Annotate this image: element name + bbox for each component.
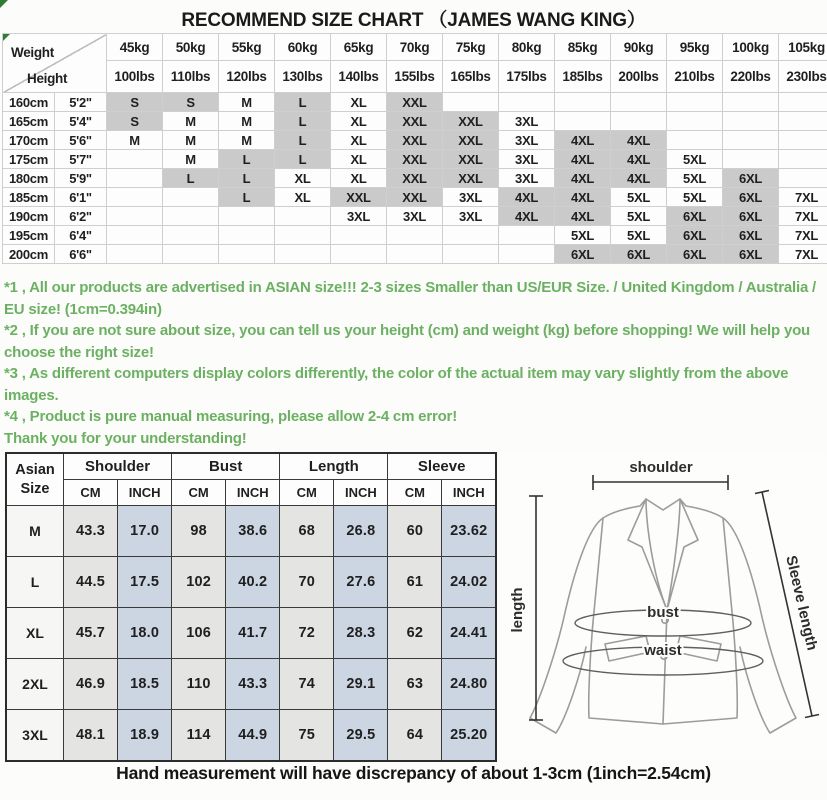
height-ft-cell: 5'6" xyxy=(55,131,107,150)
measurement-row xyxy=(6,557,496,608)
size-cell: 5XL xyxy=(667,188,723,207)
size-cell: XL xyxy=(275,188,331,207)
size-cell xyxy=(443,93,499,112)
size-cell: 3XL xyxy=(443,207,499,226)
weight-lbs-header-cell: 155lbs xyxy=(387,61,443,93)
size-table-row xyxy=(3,207,827,226)
size-cell: L xyxy=(275,93,331,112)
size-cell: S xyxy=(107,112,163,131)
measure-value-cell: 26.8 xyxy=(334,506,388,557)
height-cm-cell: 200cm xyxy=(3,245,55,264)
height-ft-cell: 6'4" xyxy=(55,226,107,245)
measure-value-cell: 60 xyxy=(388,506,442,557)
measure-value-cell: 29.5 xyxy=(334,710,388,762)
weight-lbs-header-cell: 120lbs xyxy=(219,61,275,93)
size-cell xyxy=(611,112,667,131)
size-cell: 5XL xyxy=(667,169,723,188)
measure-value-cell: 18.9 xyxy=(118,710,172,762)
weight-header xyxy=(3,34,827,93)
measure-value-cell: 25.20 xyxy=(442,710,496,762)
size-cell xyxy=(443,226,499,245)
size-cell: L xyxy=(275,150,331,169)
size-cell: 4XL xyxy=(611,169,667,188)
weight-kg-header-cell: 55kg xyxy=(219,34,275,61)
measure-subheader-cell: INCH xyxy=(118,480,172,506)
size-cell: L xyxy=(275,131,331,150)
weight-kg-header-cell: 60kg xyxy=(275,34,331,61)
size-cell: 5XL xyxy=(667,150,723,169)
measure-value-cell: 98 xyxy=(172,506,226,557)
asian-size-cell: 2XL xyxy=(6,659,64,710)
weight-kg-header-cell: 95kg xyxy=(667,34,723,61)
page-title: RECOMMEND SIZE CHART （JAMES WANG KING） xyxy=(181,10,646,31)
height-label: Height xyxy=(27,71,68,86)
height-cm-cell: 170cm xyxy=(3,131,55,150)
measure-value-cell: 62 xyxy=(388,608,442,659)
waist-label: waist xyxy=(644,642,682,659)
size-cell: 7XL xyxy=(779,188,827,207)
note-line: *1 , All our products are advertised in ASIAN size!!! 2-3 sizes Smaller than US/EUR Size. / United Kingdom / Australia / EU size! (1cm=0.394in) xyxy=(4,279,817,318)
weight-height-corner-cell xyxy=(3,34,107,93)
measure-value-cell: 17.5 xyxy=(118,557,172,608)
size-cell: 3XL xyxy=(387,207,443,226)
size-cell: XXL xyxy=(443,150,499,169)
garment-measurement-table xyxy=(5,452,497,762)
measure-value-cell: 48.1 xyxy=(64,710,118,762)
asian-size-cell: M xyxy=(6,506,64,557)
weight-lbs-header-cell: 110lbs xyxy=(163,61,219,93)
measure-value-cell: 68 xyxy=(280,506,334,557)
weight-lbs-header-cell: 165lbs xyxy=(443,61,499,93)
height-ft-cell: 5'9" xyxy=(55,169,107,188)
size-table-row xyxy=(3,188,827,207)
size-cell: 3XL xyxy=(499,131,555,150)
size-cell: 6XL xyxy=(723,245,779,264)
weight-kg-header-cell: 75kg xyxy=(443,34,499,61)
measure-value-cell: 61 xyxy=(388,557,442,608)
measure-value-cell: 44.9 xyxy=(226,710,280,762)
size-cell xyxy=(275,226,331,245)
size-cell: L xyxy=(163,169,219,188)
weight-kg-header-cell: 100kg xyxy=(723,34,779,61)
size-cell xyxy=(107,226,163,245)
size-cell: 4XL xyxy=(499,207,555,226)
height-ft-cell: 5'7" xyxy=(55,150,107,169)
measure-value-cell: 70 xyxy=(280,557,334,608)
size-cell xyxy=(387,245,443,264)
hand-measurement-note: Hand measurement will have discrepancy of about 1-3cm (1inch=2.54cm) xyxy=(116,763,711,783)
measure-value-cell: 40.2 xyxy=(226,557,280,608)
size-cell: 4XL xyxy=(499,188,555,207)
size-table-row xyxy=(3,150,827,169)
weight-lbs-header-cell: 210lbs xyxy=(667,61,723,93)
size-cell xyxy=(331,245,387,264)
measure-value-cell: 24.02 xyxy=(442,557,496,608)
size-cell: 5XL xyxy=(611,207,667,226)
size-cell xyxy=(107,188,163,207)
size-cell xyxy=(107,207,163,226)
size-cell: S xyxy=(107,93,163,112)
measure-group-header-cell: Sleeve xyxy=(388,453,496,480)
measure-value-cell: 27.6 xyxy=(334,557,388,608)
size-table-row xyxy=(3,93,827,112)
height-cm-cell: 185cm xyxy=(3,188,55,207)
weight-kg-header-cell: 105kg xyxy=(779,34,827,61)
size-cell: XL xyxy=(331,93,387,112)
weight-lbs-header-cell: 200lbs xyxy=(611,61,667,93)
size-cell xyxy=(779,112,827,131)
measure-subheader-cell: CM xyxy=(388,480,442,506)
weight-lbs-header-cell: 175lbs xyxy=(499,61,555,93)
measure-value-cell: 38.6 xyxy=(226,506,280,557)
disclaimer-notes xyxy=(4,277,823,449)
height-cm-cell: 165cm xyxy=(3,112,55,131)
measure-value-cell: 24.80 xyxy=(442,659,496,710)
measure-value-cell: 63 xyxy=(388,659,442,710)
size-cell: L xyxy=(219,169,275,188)
size-cell: 6XL xyxy=(611,245,667,264)
size-cell: XXL xyxy=(387,93,443,112)
size-cell xyxy=(555,112,611,131)
note-line: *2 , If you are not sure about size, you can tell us your height (cm) and weight (kg) before shopping! We will help you choose the right size! xyxy=(4,322,811,361)
weight-kg-header-cell: 80kg xyxy=(499,34,555,61)
weight-kg-header-cell: 85kg xyxy=(555,34,611,61)
green-corner-marker-icon xyxy=(3,34,10,41)
size-matrix-body xyxy=(3,93,827,264)
height-ft-cell: 6'6" xyxy=(55,245,107,264)
size-cell: XXL xyxy=(387,188,443,207)
note-line: Thank you for your understanding! xyxy=(4,429,247,447)
size-cell: M xyxy=(163,112,219,131)
asian-size-header-cell xyxy=(6,453,64,506)
size-cell xyxy=(219,245,275,264)
size-cell: XXL xyxy=(387,112,443,131)
height-cm-cell: 190cm xyxy=(3,207,55,226)
size-cell: XL xyxy=(331,150,387,169)
size-table-row xyxy=(3,112,827,131)
size-cell: 4XL xyxy=(555,150,611,169)
measure-subheader-cell: INCH xyxy=(226,480,280,506)
size-cell: 5XL xyxy=(555,226,611,245)
height-ft-cell: 6'1" xyxy=(55,188,107,207)
note-line: *3 , As different computers display colors differently, the color of the actual item may vary slightly from the above images. xyxy=(4,365,789,404)
size-cell: 4XL xyxy=(555,131,611,150)
size-cell xyxy=(107,245,163,264)
size-cell: 7XL xyxy=(779,226,827,245)
size-cell xyxy=(723,93,779,112)
size-cell: XL xyxy=(331,131,387,150)
size-cell xyxy=(387,226,443,245)
jacket-outline-drawing xyxy=(500,452,825,760)
measure-group-header-cell: Bust xyxy=(172,453,280,480)
size-cell: XXL xyxy=(387,131,443,150)
size-cell: 7XL xyxy=(779,245,827,264)
size-cell: M xyxy=(163,131,219,150)
size-cell xyxy=(443,245,499,264)
weight-kg-header-cell: 70kg xyxy=(387,34,443,61)
size-cell: XXL xyxy=(387,150,443,169)
size-cell xyxy=(163,226,219,245)
measurement-header xyxy=(6,453,496,506)
size-cell: 6XL xyxy=(723,188,779,207)
measure-value-cell: 46.9 xyxy=(64,659,118,710)
size-cell xyxy=(723,150,779,169)
weight-height-size-table xyxy=(2,33,827,264)
measure-value-cell: 43.3 xyxy=(64,506,118,557)
measure-group-header-cell: Shoulder xyxy=(64,453,172,480)
size-cell: XL xyxy=(331,112,387,131)
size-cell xyxy=(499,93,555,112)
measurement-row xyxy=(6,506,496,557)
size-cell: 7XL xyxy=(779,207,827,226)
size-cell xyxy=(219,226,275,245)
height-ft-cell: 5'2" xyxy=(55,93,107,112)
shoulder-label: shoulder xyxy=(629,459,693,476)
size-cell: M xyxy=(219,93,275,112)
weight-lbs-header-cell: 100lbs xyxy=(107,61,163,93)
size-cell xyxy=(667,93,723,112)
size-cell xyxy=(107,150,163,169)
measure-subheader-cell: CM xyxy=(64,480,118,506)
size-cell: L xyxy=(219,150,275,169)
weight-lbs-header-cell: 220lbs xyxy=(723,61,779,93)
size-cell xyxy=(163,207,219,226)
size-cell: XL xyxy=(331,169,387,188)
size-cell: 5XL xyxy=(611,188,667,207)
note-line: *4 , Product is pure manual measuring, please allow 2-4 cm error! xyxy=(4,408,457,425)
size-cell: 3XL xyxy=(443,188,499,207)
size-cell: 6XL xyxy=(723,226,779,245)
size-cell: XXL xyxy=(443,169,499,188)
measure-value-cell: 72 xyxy=(280,608,334,659)
measure-value-cell: 29.1 xyxy=(334,659,388,710)
measure-value-cell: 45.7 xyxy=(64,608,118,659)
size-cell xyxy=(555,93,611,112)
sleeve-length-label: Sleeve length xyxy=(782,553,821,653)
weight-kg-header-cell: 65kg xyxy=(331,34,387,61)
measure-value-cell: 106 xyxy=(172,608,226,659)
size-cell: XL xyxy=(275,169,331,188)
size-cell xyxy=(611,93,667,112)
size-table-row xyxy=(3,226,827,245)
size-cell xyxy=(723,131,779,150)
height-cm-cell: 195cm xyxy=(3,226,55,245)
measure-value-cell: 23.62 xyxy=(442,506,496,557)
size-cell xyxy=(499,245,555,264)
size-cell xyxy=(779,131,827,150)
size-cell xyxy=(275,245,331,264)
size-cell: 3XL xyxy=(499,150,555,169)
size-cell: XXL xyxy=(443,112,499,131)
size-cell xyxy=(779,93,827,112)
height-cm-cell: 160cm xyxy=(3,93,55,112)
measurement-row xyxy=(6,659,496,710)
weight-kg-header-cell: 45kg xyxy=(107,34,163,61)
bust-label: bust xyxy=(647,604,679,621)
measurement-body xyxy=(6,506,496,762)
length-label: length xyxy=(509,587,526,633)
asian-size-cell: XL xyxy=(6,608,64,659)
measurement-row xyxy=(6,710,496,762)
size-cell xyxy=(107,169,163,188)
size-cell xyxy=(779,150,827,169)
size-cell: XXL xyxy=(387,169,443,188)
measure-value-cell: 43.3 xyxy=(226,659,280,710)
size-table-row xyxy=(3,131,827,150)
measure-value-cell: 102 xyxy=(172,557,226,608)
asian-size-cell: 3XL xyxy=(6,710,64,762)
size-cell: 6XL xyxy=(667,226,723,245)
size-cell: 4XL xyxy=(555,169,611,188)
size-cell: 6XL xyxy=(723,207,779,226)
size-cell: 3XL xyxy=(331,207,387,226)
measure-value-cell: 18.5 xyxy=(118,659,172,710)
size-cell xyxy=(275,207,331,226)
size-cell: 6XL xyxy=(667,207,723,226)
measure-value-cell: 114 xyxy=(172,710,226,762)
size-cell: 4XL xyxy=(555,188,611,207)
size-cell: M xyxy=(219,131,275,150)
measure-value-cell: 18.0 xyxy=(118,608,172,659)
size-cell xyxy=(163,188,219,207)
measurement-row xyxy=(6,608,496,659)
asian-size-line2: Size xyxy=(20,480,50,497)
measure-group-header-cell: Length xyxy=(280,453,388,480)
size-cell: 5XL xyxy=(611,226,667,245)
height-ft-cell: 6'2" xyxy=(55,207,107,226)
size-cell: 3XL xyxy=(499,112,555,131)
size-cell: 6XL xyxy=(723,169,779,188)
size-cell xyxy=(499,226,555,245)
measure-value-cell: 44.5 xyxy=(64,557,118,608)
measure-subheader-cell: INCH xyxy=(334,480,388,506)
height-ft-cell: 5'4" xyxy=(55,112,107,131)
asian-size-line1: Asian xyxy=(15,461,55,478)
measure-subheader-cell: INCH xyxy=(442,480,496,506)
weight-lbs-header-cell: 130lbs xyxy=(275,61,331,93)
size-cell: 4XL xyxy=(611,131,667,150)
size-table-row xyxy=(3,245,827,264)
measure-value-cell: 41.7 xyxy=(226,608,280,659)
size-cell: M xyxy=(163,150,219,169)
height-cm-cell: 175cm xyxy=(3,150,55,169)
measure-subheader-cell: CM xyxy=(280,480,334,506)
measure-subheader-cell: CM xyxy=(172,480,226,506)
height-cm-cell: 180cm xyxy=(3,169,55,188)
asian-size-cell: L xyxy=(6,557,64,608)
size-cell xyxy=(219,207,275,226)
size-cell xyxy=(163,245,219,264)
weight-label: Weight xyxy=(11,45,54,60)
size-cell xyxy=(667,112,723,131)
size-cell: M xyxy=(219,112,275,131)
weight-kg-header-cell: 90kg xyxy=(611,34,667,61)
size-cell xyxy=(779,169,827,188)
weight-lbs-header-cell: 230lbs xyxy=(779,61,827,93)
size-cell: 6XL xyxy=(555,245,611,264)
size-cell xyxy=(667,131,723,150)
size-cell: XXL xyxy=(331,188,387,207)
measure-value-cell: 110 xyxy=(172,659,226,710)
size-cell: 6XL xyxy=(667,245,723,264)
size-cell: 3XL xyxy=(499,169,555,188)
size-cell: S xyxy=(163,93,219,112)
measure-value-cell: 74 xyxy=(280,659,334,710)
size-cell: L xyxy=(219,188,275,207)
size-cell: L xyxy=(275,112,331,131)
measurement-lines xyxy=(529,475,819,720)
weight-lbs-header-cell: 140lbs xyxy=(331,61,387,93)
size-cell xyxy=(723,112,779,131)
jacket-measurement-diagram xyxy=(500,452,825,760)
measure-value-cell: 64 xyxy=(388,710,442,762)
measure-value-cell: 17.0 xyxy=(118,506,172,557)
size-cell: XXL xyxy=(443,131,499,150)
size-cell: 4XL xyxy=(555,207,611,226)
size-cell xyxy=(331,226,387,245)
size-cell: 4XL xyxy=(611,150,667,169)
measure-value-cell: 28.3 xyxy=(334,608,388,659)
weight-kg-header-cell: 50kg xyxy=(163,34,219,61)
size-cell: M xyxy=(107,131,163,150)
measure-value-cell: 24.41 xyxy=(442,608,496,659)
size-table-row xyxy=(3,169,827,188)
weight-lbs-header-cell: 185lbs xyxy=(555,61,611,93)
measure-value-cell: 75 xyxy=(280,710,334,762)
